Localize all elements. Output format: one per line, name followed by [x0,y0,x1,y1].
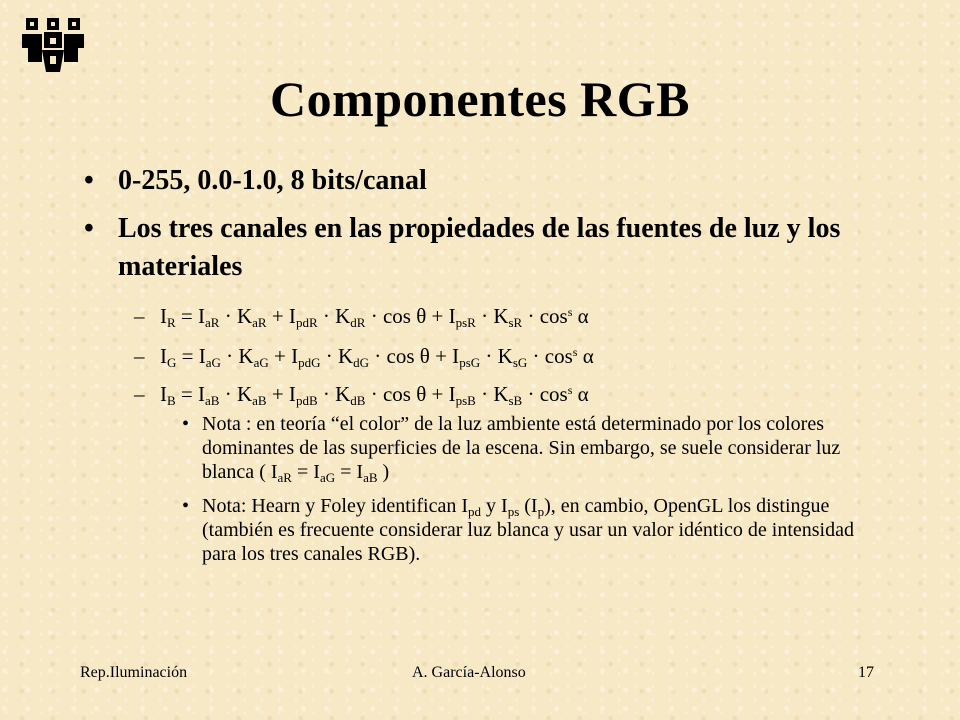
bullet-marker: • [182,413,190,435]
bullet-text: Los tres canales en las propiedades de las fuentes de luz y los materiales [118,213,841,282]
bullet-text: 0-255, 0.0-1.0, 8 bits/canal [118,165,427,196]
bullet-marker: • [84,213,94,244]
footer-left: Rep.Iluminación [80,664,188,681]
bullet-marker: • [182,495,190,517]
page-number: 17 [858,664,874,681]
slide-title: Componentes RGB [269,71,691,127]
university-logo-icon [20,14,86,76]
bullet-marker: • [84,165,94,196]
note-text: Nota: Hearn y Foley identifican $I_{pd}$ y $I_{ps}$ $(I_p)$, en cambio, OpenGL los distingue (también es frecuente considerar luz blanca y usar un valor idéntico de intensidad para los tres canales RGB). [202,495,854,565]
footer-author: A. García-Alonso [412,664,526,681]
note-text: Nota : en teoría “el color” de la luz ambiente está determinado por los colores dominantes de las superficies de la escena. Sin embargo, se suele considerar luz blanca ( [202,413,841,483]
